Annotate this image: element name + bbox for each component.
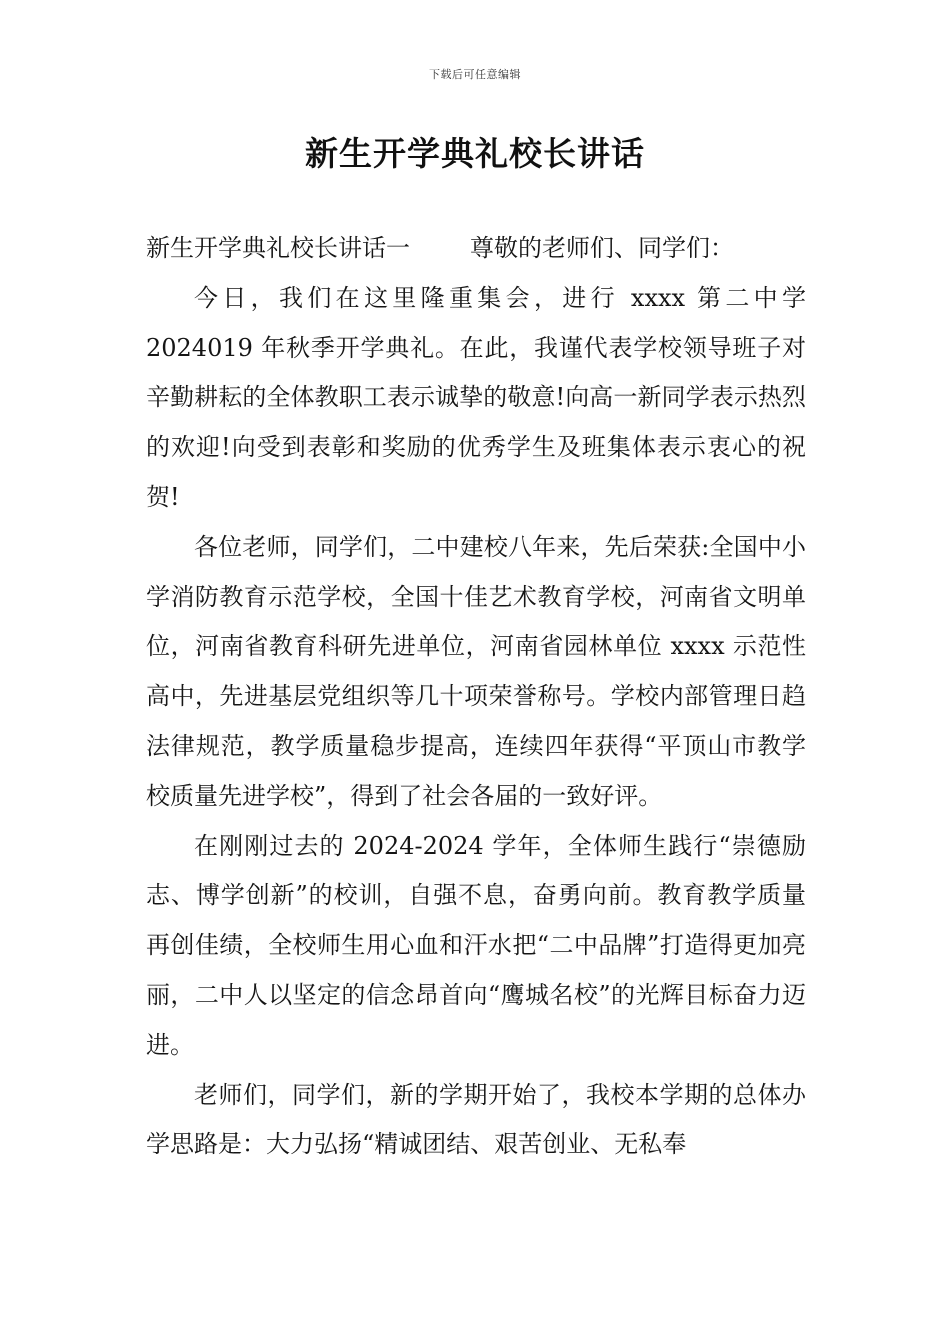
paragraph-4: 老师们，同学们，新的学期开始了，我校本学期的总体办学思路是：大力弘扬“精诚团结、艰苦创业、无私奉 [146,1080,806,1159]
opening-label: 新生开学典礼校长讲话一 [146,234,410,262]
document-title: 新生开学典礼校长讲话 [305,134,645,173]
paragraph-1: 今日，我们在这里隆重集会，进行 xxxx 第二中学 2024019 年秋季开学典礼。在此，我谨代表学校领导班子对辛勤耕耘的全体教职工表示诚挚的敬意!向高一新同学表示热烈的欢迎!向受到表彰和奖励的优秀学生及班集体表示衷心的祝贺! [146,283,806,511]
header-note: 下载后可任意编辑 [429,68,521,81]
opening-line [146,224,806,274]
paragraph-2: 各位老师，同学们，二中建校八年来，先后荣获:全国中小学消防教育示范学校，全国十佳艺术教育学校，河南省文明单位，河南省教育科研先进单位，河南省园林单位 xxxx 示范性高中，先进基层党组织等几十项荣誉称号。学校内部管理日趋法律规范，教学质量稳步提高，连续四年获得“平顶山市教学校质量先进学校”，得到了社会各届的一致好评。 [146,532,806,810]
document-body [146,224,806,1170]
paragraph-3: 在刚刚过去的 2024-2024 学年，全体师生践行“崇德励志、博学创新”的校训，自强不息，奋勇向前。教育教学质量再创佳绩，全校师生用心血和汗水把“二中品牌”打造得更加亮丽，二中人以坚定的信念昂首向“鹰城名校”的光辉目标奋力迈进。 [146,831,806,1059]
salutation: 尊敬的老师们、同学们： [470,234,734,262]
